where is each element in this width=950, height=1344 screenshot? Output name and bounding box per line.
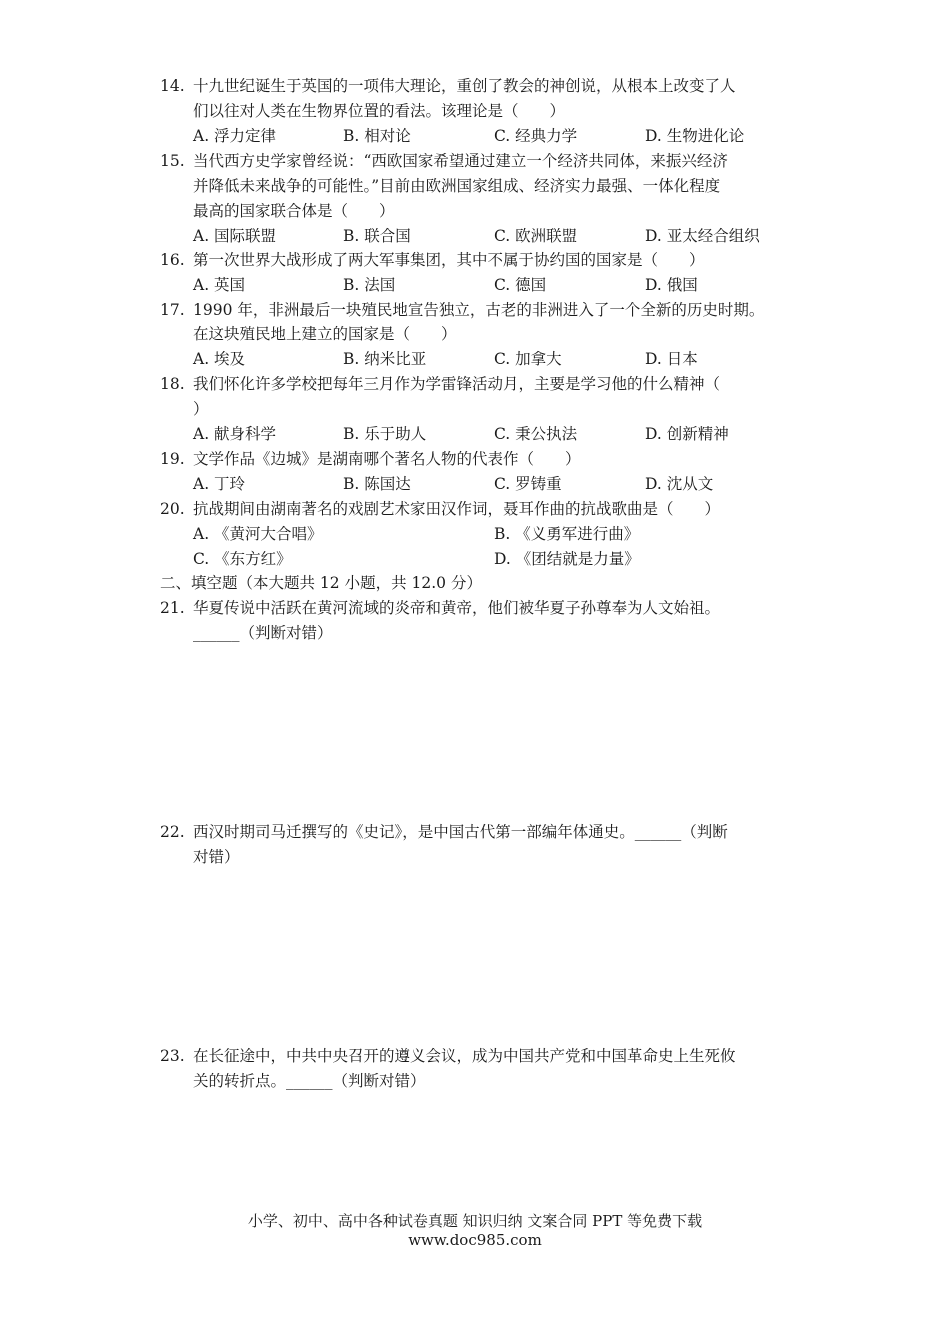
question-text: 1990 年，非洲最后一块殖民地宣告独立，古老的非洲进入了一个全新的历史时期。 xyxy=(193,301,765,319)
question-text: 对错） xyxy=(193,848,240,866)
option-c: C. 加拿大 xyxy=(494,350,562,368)
question-text: 在长征途中，中共中央召开的遵义会议，成为中国共产党和中国革命史上生死攸 xyxy=(193,1047,736,1065)
section-title: 二、填空题（本大题共 12 小题，共 12.0 分） xyxy=(160,574,482,592)
option-d: D. 生物进化论 xyxy=(645,127,745,145)
question-text: 当代西方史学家曾经说：“西欧国家希望通过建立一个经济共同体，来振兴经济 xyxy=(193,152,728,170)
option-d: D. 创新精神 xyxy=(645,425,729,443)
question-text: 十九世纪诞生于英国的一项伟大理论，重创了教会的神创说，从根本上改变了人 xyxy=(193,77,736,95)
footer-url[interactable]: www.doc985.com xyxy=(408,1231,542,1249)
question-number: 22. xyxy=(160,823,185,841)
option-b: B. 相对论 xyxy=(343,127,411,145)
question-number: 21. xyxy=(160,599,185,617)
option-a: A. 《黄河大合唱》 xyxy=(193,525,323,543)
question-number: 17. xyxy=(160,301,185,319)
option-a: A. 埃及 xyxy=(193,350,246,368)
question-text: 在这块殖民地上建立的国家是（ ） xyxy=(193,325,457,343)
question-number: 16. xyxy=(160,251,185,269)
option-c: C. 秉公执法 xyxy=(494,425,578,443)
option-a: A. 国际联盟 xyxy=(193,227,277,245)
question-text: 们以往对人类在生物界位置的看法。该理论是（ ） xyxy=(193,102,566,120)
option-c: C. 欧洲联盟 xyxy=(494,227,578,245)
option-d: D. 沈从文 xyxy=(645,475,714,493)
question-text: 文学作品《边城》是湖南哪个著名人物的代表作（ ） xyxy=(193,450,581,468)
question-number: 18. xyxy=(160,375,185,393)
option-c: C. 经典力学 xyxy=(494,127,578,145)
option-a: A. 浮力定律 xyxy=(193,127,277,145)
option-b: B. 《义勇军进行曲》 xyxy=(494,525,640,543)
option-a: A. 献身科学 xyxy=(193,425,277,443)
option-b: B. 法国 xyxy=(343,276,396,294)
question-text: 第一次世界大战形成了两大军事集团，其中不属于协约国的国家是（ ） xyxy=(193,251,705,269)
option-c: C. 《东方红》 xyxy=(193,550,292,568)
footer-ad-text: 小学、初中、高中各种试卷真题 知识归纳 文案合同 PPT 等免费下载 xyxy=(247,1212,703,1230)
question-number: 15. xyxy=(160,152,185,170)
question-text: 最高的国家联合体是（ ） xyxy=(193,202,395,220)
question-number: 19. xyxy=(160,450,185,468)
option-d: D. 亚太经合组织 xyxy=(645,227,760,245)
option-b: B. 陈国达 xyxy=(343,475,411,493)
option-b: B. 乐于助人 xyxy=(343,425,427,443)
option-d: D. 日本 xyxy=(645,350,698,368)
option-a: A. 英国 xyxy=(193,276,246,294)
question-number: 14. xyxy=(160,77,185,95)
option-c: C. 罗铸重 xyxy=(494,475,562,493)
question-number: 20. xyxy=(160,500,185,518)
question-text: ______（判断对错） xyxy=(193,624,333,642)
option-d: D. 《团结就是力量》 xyxy=(494,550,640,568)
question-text: 西汉时期司马迁撰写的《史记》，是中国古代第一部编年体通史。______（判断 xyxy=(193,823,728,841)
question-text: 关的转折点。______（判断对错） xyxy=(193,1072,426,1090)
question-text: 并降低未来战争的可能性。”目前由欧洲国家组成、经济实力最强、一体化程度 xyxy=(193,177,721,195)
question-number: 23. xyxy=(160,1047,185,1065)
option-a: A. 丁玲 xyxy=(193,475,246,493)
option-b: B. 纳米比亚 xyxy=(343,350,427,368)
option-c: C. 德国 xyxy=(494,276,547,294)
option-d: D. 俄国 xyxy=(645,276,698,294)
question-text: 华夏传说中活跃在黄河流域的炎帝和黄帝，他们被华夏子孙尊奉为人文始祖。 xyxy=(193,599,721,617)
option-b: B. 联合国 xyxy=(343,227,411,245)
question-text: 我们怀化许多学校把每年三月作为学雷锋活动月，主要是学习他的什么精神（ xyxy=(193,375,721,393)
question-text: 抗战期间由湖南著名的戏剧艺术家田汉作词，聂耳作曲的抗战歌曲是（ ） xyxy=(193,500,721,518)
question-text: ） xyxy=(193,400,209,418)
